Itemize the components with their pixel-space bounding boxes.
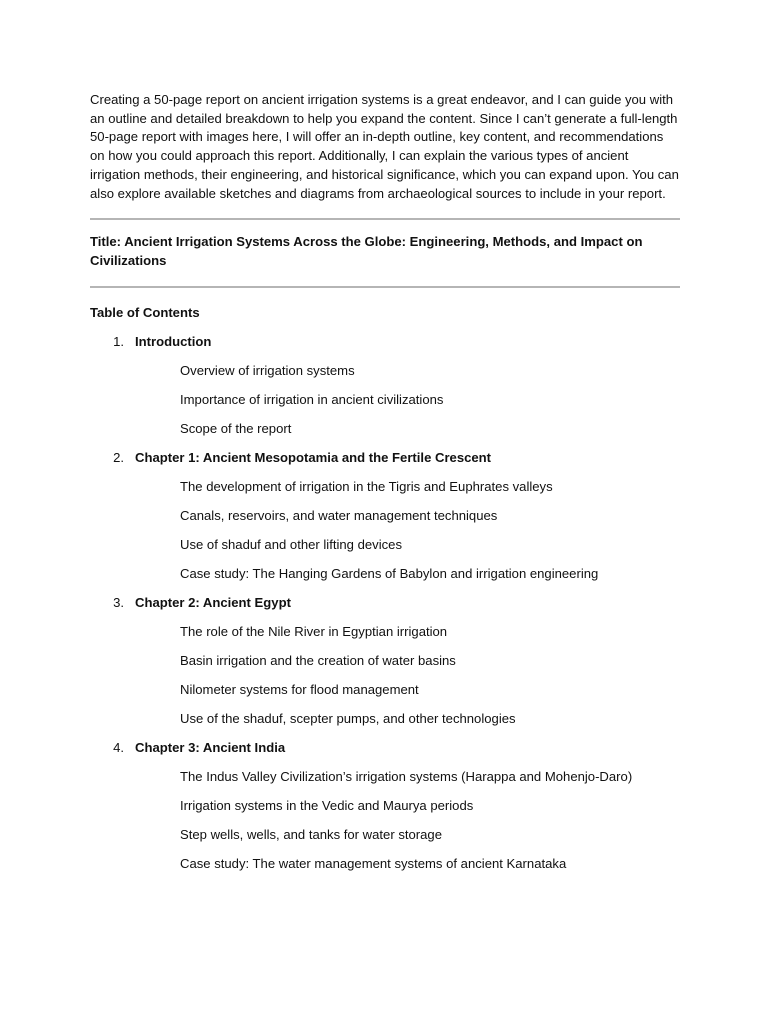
- document-page: [90, 91, 680, 873]
- toc-subitem: Case study: The water management systems of ancient Karnataka: [180, 856, 567, 872]
- chapter-subitems: [90, 768, 680, 873]
- table-of-contents: [90, 333, 680, 873]
- chapter-subitems: [90, 478, 680, 583]
- toc-subitem: Case study: The Hanging Gardens of Babylon and irrigation engineering: [180, 566, 599, 582]
- chapter-subitems: [90, 623, 680, 728]
- chapter-number: 1.: [113, 334, 124, 350]
- chapter-title: Introduction: [135, 334, 212, 350]
- toc-subitem: Basin irrigation and the creation of water basins: [180, 653, 456, 669]
- toc-subitem: The Indus Valley Civilization’s irrigation systems (Harappa and Mohenjo-Daro): [180, 769, 633, 785]
- toc-chapter-1: [90, 333, 680, 438]
- toc-heading: Table of Contents: [90, 305, 200, 321]
- toc-subitem: Canals, reservoirs, and water management techniques: [180, 508, 498, 524]
- chapter-number: 4.: [113, 740, 124, 756]
- toc-subitem: Nilometer systems for flood management: [180, 682, 419, 698]
- chapter-title: Chapter 3: Ancient India: [135, 740, 286, 756]
- toc-subitem: Step wells, wells, and tanks for water storage: [180, 827, 442, 843]
- chapter-number: 3.: [113, 595, 124, 611]
- toc-subitem: Importance of irrigation in ancient civilizations: [180, 392, 444, 408]
- toc-chapter-2: [90, 449, 680, 583]
- toc-subitem: Irrigation systems in the Vedic and Maurya periods: [180, 798, 474, 814]
- toc-subitem: Overview of irrigation systems: [180, 363, 355, 379]
- toc-chapter-3: [90, 594, 680, 728]
- divider: [90, 218, 680, 220]
- toc-subitem: Use of the shaduf, scepter pumps, and other technologies: [180, 711, 516, 727]
- toc-subitem: The development of irrigation in the Tigris and Euphrates valleys: [180, 479, 553, 495]
- chapter-number: 2.: [113, 450, 124, 466]
- report-title: Title: Ancient Irrigation Systems Across the Globe: Engineering, Methods, and Impact on Civilizations: [90, 234, 643, 268]
- intro-paragraph: Creating a 50-page report on ancient irrigation systems is a great endeavor, and I can guide you with an outline and detailed breakdown to help you expand the content. Since I can’t generate a full-length 50-page report with images here, I will offer an in-depth outline, key content, and recommendations on how you could approach this report. Additionally, I can explain the various types of ancient irrigation methods, their engineering, and historical significance, which you can expand upon. You can also explore available sketches and diagrams from archaeological sources to include in your report.: [90, 92, 679, 201]
- toc-subitem: Use of shaduf and other lifting devices: [180, 537, 402, 553]
- chapter-subitems: [90, 362, 680, 438]
- chapter-title: Chapter 1: Ancient Mesopotamia and the Fertile Crescent: [135, 450, 492, 466]
- chapter-title: Chapter 2: Ancient Egypt: [135, 595, 291, 611]
- toc-subitem: Scope of the report: [180, 421, 292, 437]
- toc-subitem: The role of the Nile River in Egyptian irrigation: [180, 624, 448, 640]
- divider: [90, 286, 680, 288]
- toc-chapter-4: [90, 739, 680, 873]
